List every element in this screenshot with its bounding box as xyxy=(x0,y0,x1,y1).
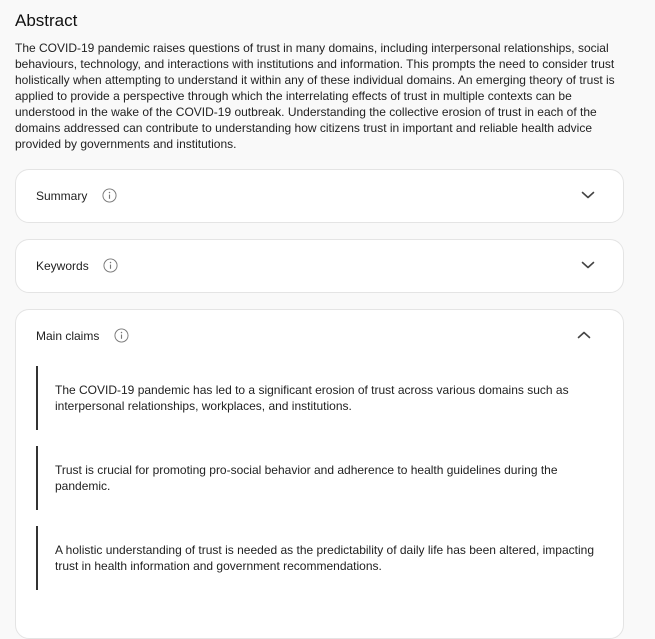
chevron-down-icon[interactable] xyxy=(581,190,595,200)
info-icon[interactable] xyxy=(103,258,118,273)
abstract-text: The COVID-19 pandemic raises questions of trust in many domains, including interpersonal relationships, social behaviours, technology, and interactions with institutions and information. This prompts the need to consider trust holistically when attempting to understand it within any of these individual domains. An emerging theory of trust is applied to provide a perspective through which the interrelating effects of trust in multiple contexts can be understood in the wake of the COVID-19 outbreak. Understanding the collective erosion of trust in each of the domains addressed can contribute to understanding how citizens trust in important and reliable health advice provided by governments and institutions. xyxy=(15,41,615,151)
claim-text: Trust is crucial for promoting pro-social behavior and adherence to health guidelines during the pandemic. xyxy=(55,463,558,493)
keywords-title: Keywords xyxy=(36,259,89,273)
claim-text: A holistic understanding of trust is needed as the predictability of daily life has been altered, impacting trust in health information and government recommendations. xyxy=(55,543,594,573)
keywords-toggle[interactable] xyxy=(16,240,623,292)
main-claims-title: Main claims xyxy=(36,329,100,343)
summary-card xyxy=(15,169,624,223)
claim-item xyxy=(36,446,601,510)
chevron-up-icon[interactable] xyxy=(577,330,591,340)
claim-item xyxy=(36,366,601,430)
chevron-down-icon[interactable] xyxy=(581,260,595,270)
summary-toggle[interactable] xyxy=(16,170,623,222)
summary-title: Summary xyxy=(36,189,88,203)
info-icon[interactable] xyxy=(102,188,117,203)
claim-item xyxy=(36,526,601,590)
main-claims-card xyxy=(15,309,624,639)
main-claims-toggle[interactable] xyxy=(16,310,623,362)
keywords-card xyxy=(15,239,624,293)
abstract-heading: Abstract xyxy=(15,11,78,30)
claim-text: The COVID-19 pandemic has led to a significant erosion of trust across various domains such as interpersonal relationships, workplaces, and institutions. xyxy=(55,383,569,413)
info-icon[interactable] xyxy=(114,328,129,343)
